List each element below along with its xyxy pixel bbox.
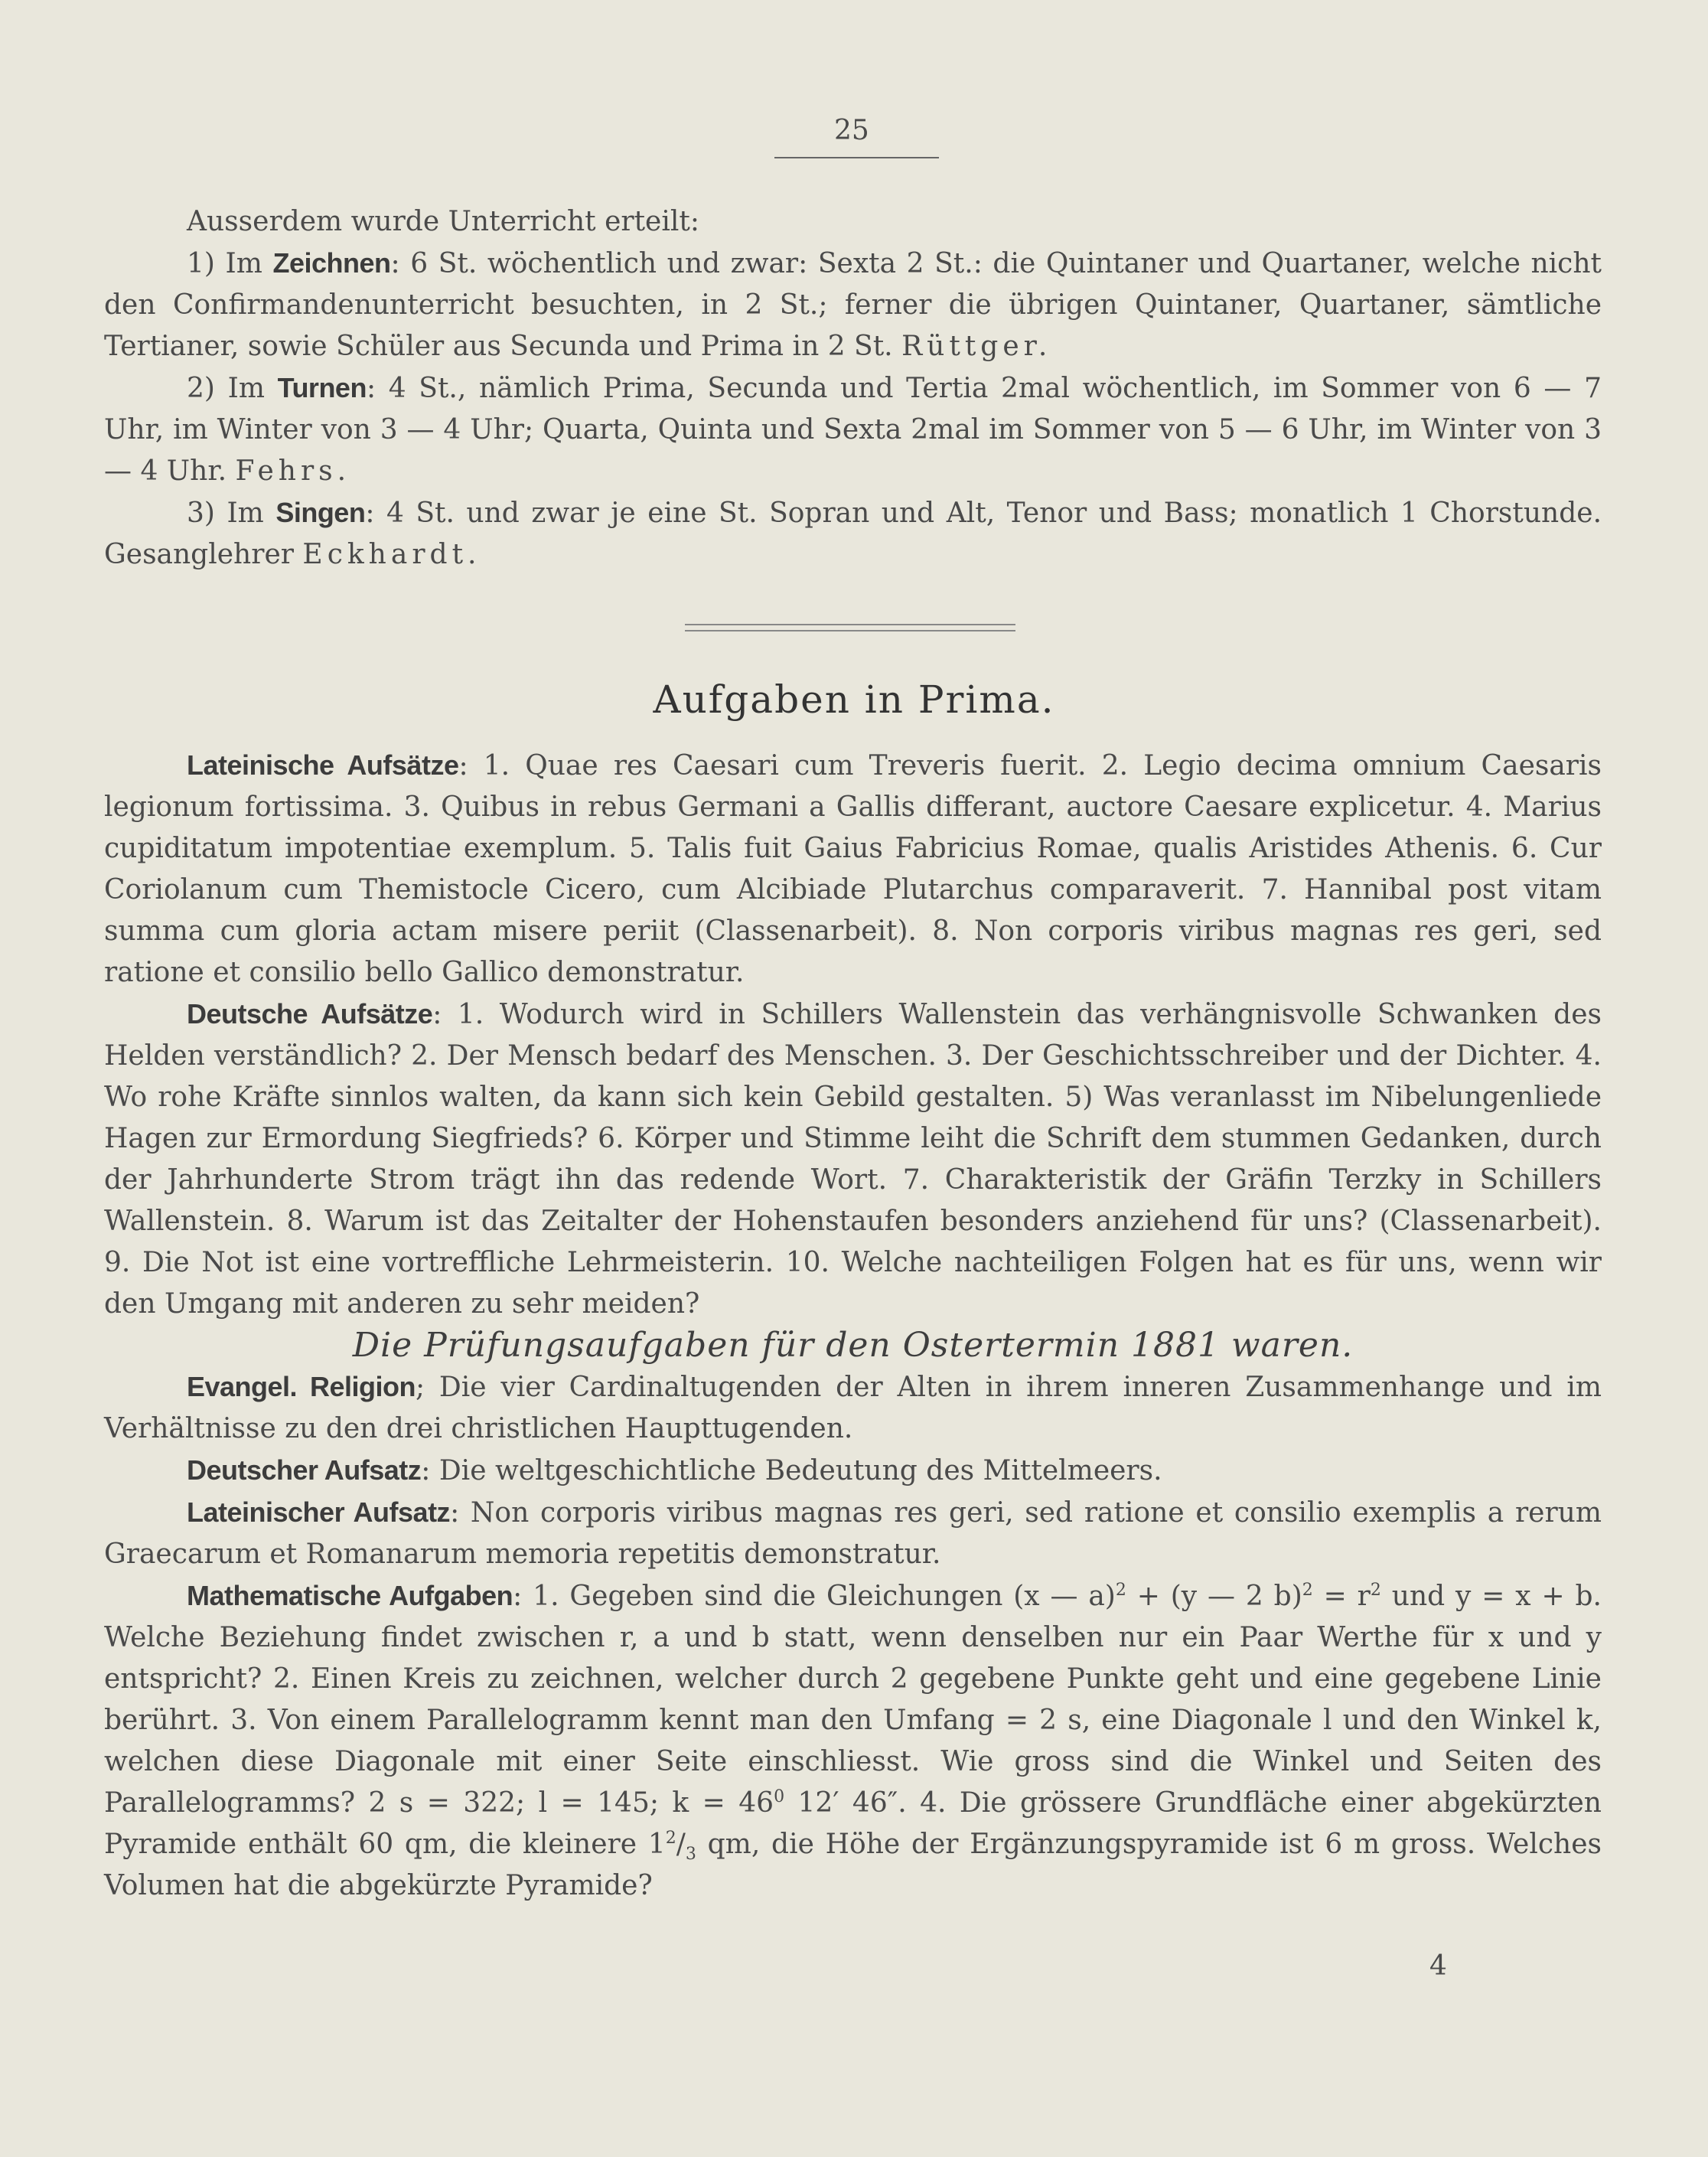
- teacher-name: Rüttger.: [901, 331, 1052, 362]
- keyword-latin-essay: Lateinischer Aufsatz: [187, 1496, 451, 1528]
- exam-german: Deutscher Aufsatz: Die weltgeschichtliche Bedeutung des Mittelmeers.: [187, 1454, 1162, 1486]
- keyword-gymnastics: Turnen: [277, 372, 367, 403]
- teacher-name: Eckhardt.: [302, 539, 481, 570]
- section-heading: Aufgaben in Prima.: [653, 677, 1055, 722]
- exam-math: Mathematische Aufgaben: 1. Gegeben sind die Gleichungen (x — a)$^2$ + (y — 2 $b)^2 = r^2$ und y = x + b. Welche Beziehung findet zwischen r, a und b statt, wenn denselben nur ein Paar Werthe für x und y entspricht? 2. Einen Kreis zu zeichnen, welcher durch 2 gegebene Punkte geht und eine gegebene Linie berührt. 3. Von einem Parallelogramm kennt man den Umfang = 2 s, eine Diagonale l und den Winkel k, welchen diese Diagonale mit einer Seite einschliesst. Wie gross sind die Winkel und Seiten des Parallelogramms? 2 s = 322; l = 145; $k = 46^0$ 12′ 46″. 4. Die grössere Grundfläche einer abgekürzten Pyramide enthält 60 qm, die kleinere $1^2/_3$ qm, die Höhe der Ergänzungspyramide ist 6 m gross. Welches Volumen hat die abgekürzte Pyramide?: [104, 1580, 1602, 1901]
- german-essays: Deutsche Aufsätze: 1. Wodurch wird in Schillers Wallenstein das verhängnisvolle Schwanken des Helden verständlich? 2. Der Mensch bedarf des Menschen. 3. Der Geschichtsschreiber und der Dichter. 4. Wo rohe Kräfte sinnlos walten, da kann sich kein Gebild gestalten. 5) Was veranlasst im Nibelungenliede Hagen zur Ermordung Siegfrieds? 6. Körper und Stimme leiht die Schrift dem stummen Gedanken, durch der Jahrhunderte Strom trägt ihn das redende Wort. 7. Charakteristik der Gräfin Terzky in Schillers Wallenstein. 8. Warum ist das Zeitalter der Hohenstaufen besonders anziehend für uns? (Classenarbeit). 9. Die Not ist eine vortreffliche Lehrmeisterin. 10. Welche nachteiligen Folgen hat es für uns, wenn wir den Umgang mit anderen zu sehr meiden?: [104, 998, 1602, 1320]
- top-rule: [774, 157, 939, 158]
- sheet-signature-number: 4: [1429, 1950, 1447, 1982]
- item-singing: 3) Im Singen: 4 St. und zwar je eine St. Sopran und Alt, Tenor und Bass; monatlich 1 Chorstunde. Gesanglehrer Eckhardt.: [104, 497, 1602, 570]
- extra-lessons-block: [104, 201, 1602, 576]
- keyword-latin-essays: Lateinische Aufsätze: [187, 749, 459, 781]
- keyword-religion: Evangel. Religion: [187, 1371, 416, 1402]
- item-drawing: 1) Im Zeichnen: 6 St. wöchentlich und zwar: Sexta 2 St.: die Quintaner und Quartaner, welche nicht den Confirmandenunterricht besuchten, in 2 St.; ferner die übrigen Quintaner, Quartaner, sämtliche Tertianer, sowie Schüler aus Secunda und Prima in 2 St. Rüttger.: [104, 247, 1602, 362]
- tasks-block: [104, 745, 1602, 1907]
- page-number: 25: [834, 115, 869, 146]
- latin-essays: Lateinische Aufsätze: 1. Quae res Caesari cum Treveris fuerit. 2. Legio decima omnium Caesaris legionum fortissima. 3. Quibus in rebus Germani a Gallis differant, auctore Caesare explicetur. 4. Marius cupiditatum impotentiae exemplum. 5. Talis fuit Gaius Fabricius Romae, qualis Aristides Athenis. 6. Cur Coriolanum cum Themistocle Cicero, cum Alcibiade Plutarchus comparaverit. 7. Hannibal post vitam summa cum gloria actam misere periit (Classenarbeit). 8. Non corporis viribus magnas res geri, sed ratione et consilio bello Gallico demonstratur.: [104, 749, 1602, 988]
- exam-religion: Evangel. Religion; Die vier Cardinaltugenden der Alten in ihrem inneren Zusammenhange und im Verhältnisse zu den drei christlichen Haupttugenden.: [104, 1371, 1602, 1444]
- exam-latin: Lateinischer Aufsatz: Non corporis viribus magnas res geri, sed ratione et consilio exemplis a rerum Graecarum et Romanarum memoria repetitis demonstratur.: [104, 1496, 1602, 1570]
- keyword-german-essay: Deutscher Aufsatz: [187, 1454, 422, 1486]
- exam-heading: Die Prüfungsaufgaben für den Ostertermin 1881 waren.: [352, 1326, 1354, 1365]
- item-gymnastics: 2) Im Turnen: 4 St., nämlich Prima, Secunda und Tertia 2mal wöchentlich, im Sommer von 6 — 7 Uhr, im Winter von 3 — 4 Uhr; Quarta, Quinta und Sexta 2mal im Sommer von 5 — 6 Uhr, im Winter von 3 — 4 Uhr. Fehrs.: [104, 372, 1602, 487]
- keyword-german-essays: Deutsche Aufsätze: [187, 998, 433, 1030]
- section-divider: [685, 624, 1015, 631]
- keyword-math: Mathematische Aufgaben: [187, 1580, 513, 1611]
- keyword-drawing: Zeichnen: [272, 247, 391, 279]
- intro-line: Ausserdem wurde Unterricht erteilt:: [187, 206, 699, 237]
- teacher-name: Fehrs.: [235, 455, 351, 487]
- keyword-singing: Singen: [275, 497, 366, 528]
